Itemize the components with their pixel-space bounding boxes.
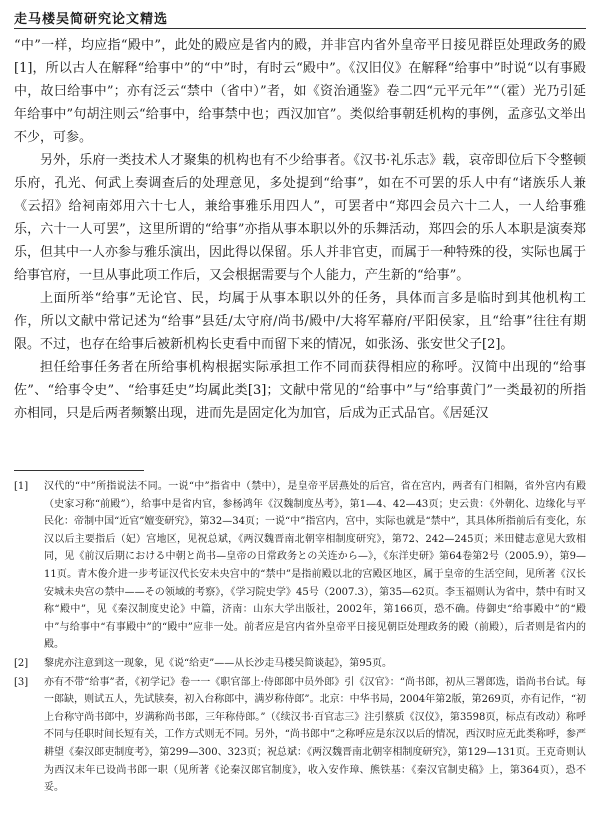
paragraph: “中”一样，均应指“殿中”，此处的殿应是省内的殿，并非宫内省外皇帝平日接见群臣处理政务的殿[1]，所以古人在解释“给事中”的“中”时，有时云“殿中”。《汉旧仪》在解释“给事中”时说“以有事殿中，故曰给事中”；亦有泛云“禁中（省中）”者，如《资治通鉴》卷二四“元平元年”“（霍）光乃引延年给事中”句胡注则云“给事中，给事禁中也；西汉加官”。类似给事朝廷机构的事例，孟彦弘文举出不少，可参。	[14, 38, 586, 145]
running-head-title: 走马楼吴简研究论文精选	[14, 12, 169, 27]
footnote-text: 汉代的“中”所指说法不同。一说“中”指省中（禁中），是皇帝平居燕处的后宫，省在宫内，两者有门相隔，省外宫内有殿（史家习称“前殿”），给事中是省内官，参杨鸿年《汉魏制度丛考》，第1—4、42—43页；史云贵：《外朝化、边缘化与平民化：帝制中国“近官”嬗变研究》，第32—34页；一说“中”指宫内，宫中，实际也就是“禁中”，其具体所指前后有变化，东汉以后主要指后（妃）宫地区，见祝总斌，《两汉魏晋南北朝宰相制度研究》，第72、242—245页；米田健志意见大致相同，见《前汉后期における中朝と尚书—皇帝の日常政务との关连から—》，《东洋史研》第64卷第2号（2005.9），第9—11页。青木俊介进一步考证汉代长安未央宫中的“禁中”是指前殿以北的宫殿区地区，属于皇帝的生活空间，见所著《汉长安城未央宫の禁中——その领域的考察》，《学习院史学》45号（2007.3），第35—62页。李玉福则认为省中，禁中有时又称“殿中”，见《秦汉制度史论》中篇，济南：山东大学出版社，2002年，第166页，恐不确。侍御史“给事殿中”的“殿中”与给事中“有事殿中”的“殿中”应非一处。前者应是宫内省外皇帝平日接见朝臣处理政务的殿（前殿），后者则是省内的殿。	[44, 481, 586, 651]
footnotes	[14, 478, 586, 798]
main-text	[14, 34, 586, 425]
paragraph: 担任给事任务者在所给事机构根据实际承担工作不同而获得相应的称呼。汉简中出现的“给事佐”、“给事令史”、“给事廷史”均属此类[3]；文献中常见的“给事中”与“给事黄门”一类最初的所指亦相同，只是后两者频繁出现，进而先是固定化为加官，后成为正式品官。《居延汉	[14, 360, 586, 421]
paragraph: 另外，乐府一类技术人才聚集的机构也有不少给事者。《汉书·礼乐志》载，哀帝即位后下令整顿乐府，孔光、何武上奏调查后的处理意见，多处提到“给事”，如在不可罢的乐人中有“诸族乐人兼《云招》给祠南郊用六十七人，兼给事雅乐用四人”，可罢者中“郑四会员六十二人，一人给事雅乐，六十一人可罢”，这里所谓的“给事”亦指从事本职以外的乐舞活动，郑四会的乐人本职是演奏郑乐，但其中一人亦参与雅乐演出，因此得以保留。乐人并非官吏，而属于一种特殊的役，实际也属于给事官府，一旦从事此项工作后，又会根据需要与个人能力，产生新的“给事”。	[14, 153, 587, 283]
footnote	[14, 674, 586, 797]
paragraph: 上面所举“给事”无论官、民，均属于从事本职以外的任务，具体而言多是临时到其他机构工作，所以文献中常记述为“给事”县廷/太守府/尚书/殿中/大将军幕府/平阳侯家，且“给事”往往有期限。不过，也存在给事后被新机构长吏看中而留下来的情况，如张汤、张安世父子[2]。	[14, 291, 586, 352]
footnote	[14, 478, 586, 654]
footnote-separator	[14, 470, 144, 471]
footnote-label: [3]	[14, 676, 29, 688]
page-header	[14, 6, 586, 29]
footnote-label: [1]	[14, 481, 29, 492]
footnote-text: 亦有不带“给事”者，《初学记》卷一一《职官部上·侍郎郎中员外郎》引《汉官》：“尚书郎，初从三署郎选，诣尚书台试。每一郎缺，则试五人，先试牍奏，初入台称郎中，满岁称侍郎”。北京：中华书局，2004年第2版，第269页，亦有记作，“初上台称守尚书郎中，岁满称尚书郎，三年称侍郎。”（《续汉书·百官志三》注引蔡质《汉仪》，第3598页，标点有改动）称呼不同与任职时间长短有关，工作方式则无不同。另外，“尚书郎中”之称呼应是东汉以后的情况，西汉时应无此类称呼，参严耕望《秦汉郎吏制度考》，第299—300、323页；祝总斌：《两汉魏晋南北朝宰相制度研究》，第129—131页。王克奇则认为西汉末年已设尚书郎一职（见所著《论秦汉郎官制度》，收入安作璋、熊铁基：《秦汉官制史稿》上，第364页），恐不妥。	[44, 676, 586, 794]
footnote-label: [2]	[14, 657, 29, 669]
footnote-text: 黎虎亦注意到这一现象，见《说“给吏”——从长沙走马楼吴简谈起》，第95页。	[44, 657, 392, 669]
footnote	[14, 655, 586, 673]
